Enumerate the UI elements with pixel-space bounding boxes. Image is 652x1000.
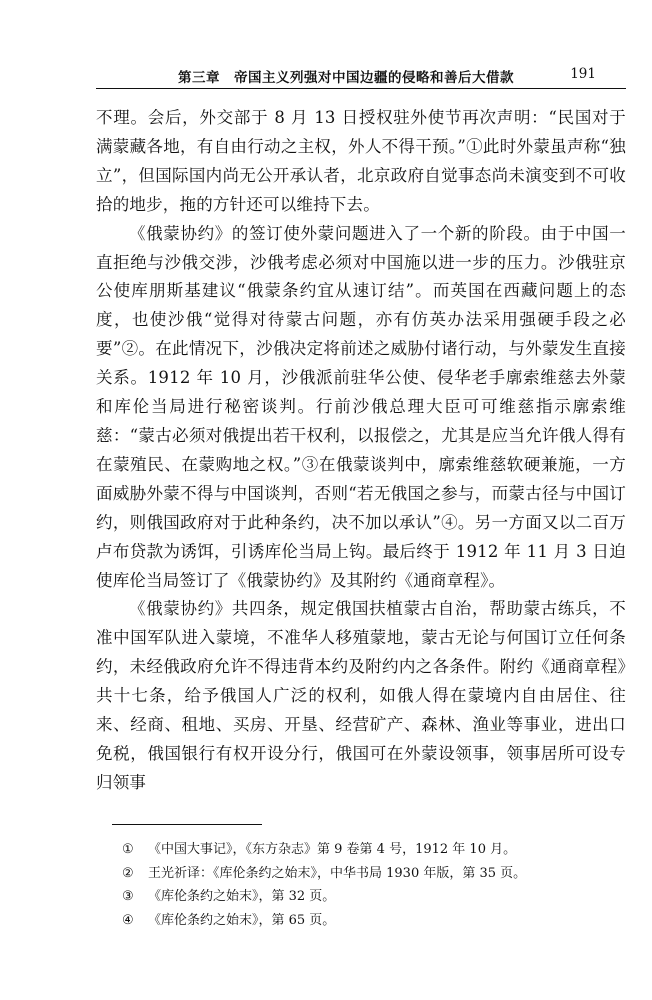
footnote [122, 838, 622, 862]
body-text [96, 104, 626, 798]
footnote-text: 王光祈译：《库伦条约之始末》，中华书局 1930 年版，第 35 页。 [148, 865, 527, 881]
footnote-rule [112, 824, 262, 825]
footnote [122, 885, 622, 909]
running-head [178, 66, 614, 88]
footnote-mark: ③ [122, 889, 134, 904]
footnote-text: 《中国大事记》，《东方杂志》第 9 卷第 4 号，1912 年 10 月。 [148, 842, 517, 857]
header-rule [96, 88, 626, 89]
footnote-mark: ① [122, 842, 134, 857]
footnote-text: 《库伦条约之始末》，第 65 页。 [148, 912, 336, 928]
footnote-text: 《库伦条约之始末》，第 32 页。 [148, 889, 336, 904]
chapter-title: 第三章 帝国主义列强对中国边疆的侵略和善后大借款 [178, 70, 514, 86]
paragraph: 《俄蒙协约》的签订使外蒙问题进入了一个新的阶段。由于中国一直拒绝与沙俄交涉，沙俄考虑必须对中国施以进一步的压力。沙俄驻京公使库朋斯基建议“俄蒙条约宜从速订结”。而英国在西藏问题上的态度，也使沙俄“觉得对待蒙古问题，亦有仿英办法采用强硬手段之必要”②。在此情况下，沙俄决定将前述之威胁付诸行动，与外蒙发生直接关系。1912 年 10 月，沙俄派前驻华公使、侵华老手廓索维慈去外蒙和库伦当局进行秘密谈判。行前沙俄总理大臣可可维慈指示廓索维慈：“蒙古必须对俄提出若干权利，以报偿之，尤其是应当允许俄人得有在蒙殖民、在蒙购地之权。”③在俄蒙谈判中，廓索维慈软硬兼施，一方面威胁外蒙不得与中国谈判，否则“若无俄国之参与，而蒙古径与中国订约，则俄国政府对于此种条约，决不加以承认”④。另一方面又以二百万卢布贷款为诱饵，引诱库伦当局上钩。最后终于 1912 年 11 月 3 日迫使库伦当局签订了《俄蒙协约》及其附约《通商章程》。 [96, 223, 626, 590]
footnote-mark: ② [122, 865, 134, 881]
footnote [122, 909, 622, 933]
footnotes [122, 838, 622, 932]
footnote [122, 862, 622, 886]
paragraph: 《俄蒙协约》共四条，规定俄国扶植蒙古自治，帮助蒙古练兵，不准中国军队进入蒙境，不准华人移殖蒙地，蒙古无论与何国订立任何条约，未经俄政府允许不得违背本约及附约内之各条件。附约《通商章程》共十七条，给予俄国人广泛的权利，如俄人得在蒙境内自由居住、往来、经商、租地、买房、开垦、经营矿产、森林、渔业等事业，进出口免税，俄国银行有权开设分行，俄国可在外蒙设领事，领事居所可设专归领事 [96, 599, 626, 792]
paragraph-continued: 不理。会后，外交部于 8 月 13 日授权驻外使节再次声明：“民国对于满蒙藏各地，有自由行动之主权，外人不得干预。”①此时外蒙虽声称“独立”，但国际国内尚无公开承认者，北京政府自觉事态尚未演变到不可收拾的地步，拖的方针还可以维持下去。 [96, 108, 626, 214]
footnote-mark: ④ [122, 912, 134, 928]
page-number: 191 [570, 66, 596, 82]
